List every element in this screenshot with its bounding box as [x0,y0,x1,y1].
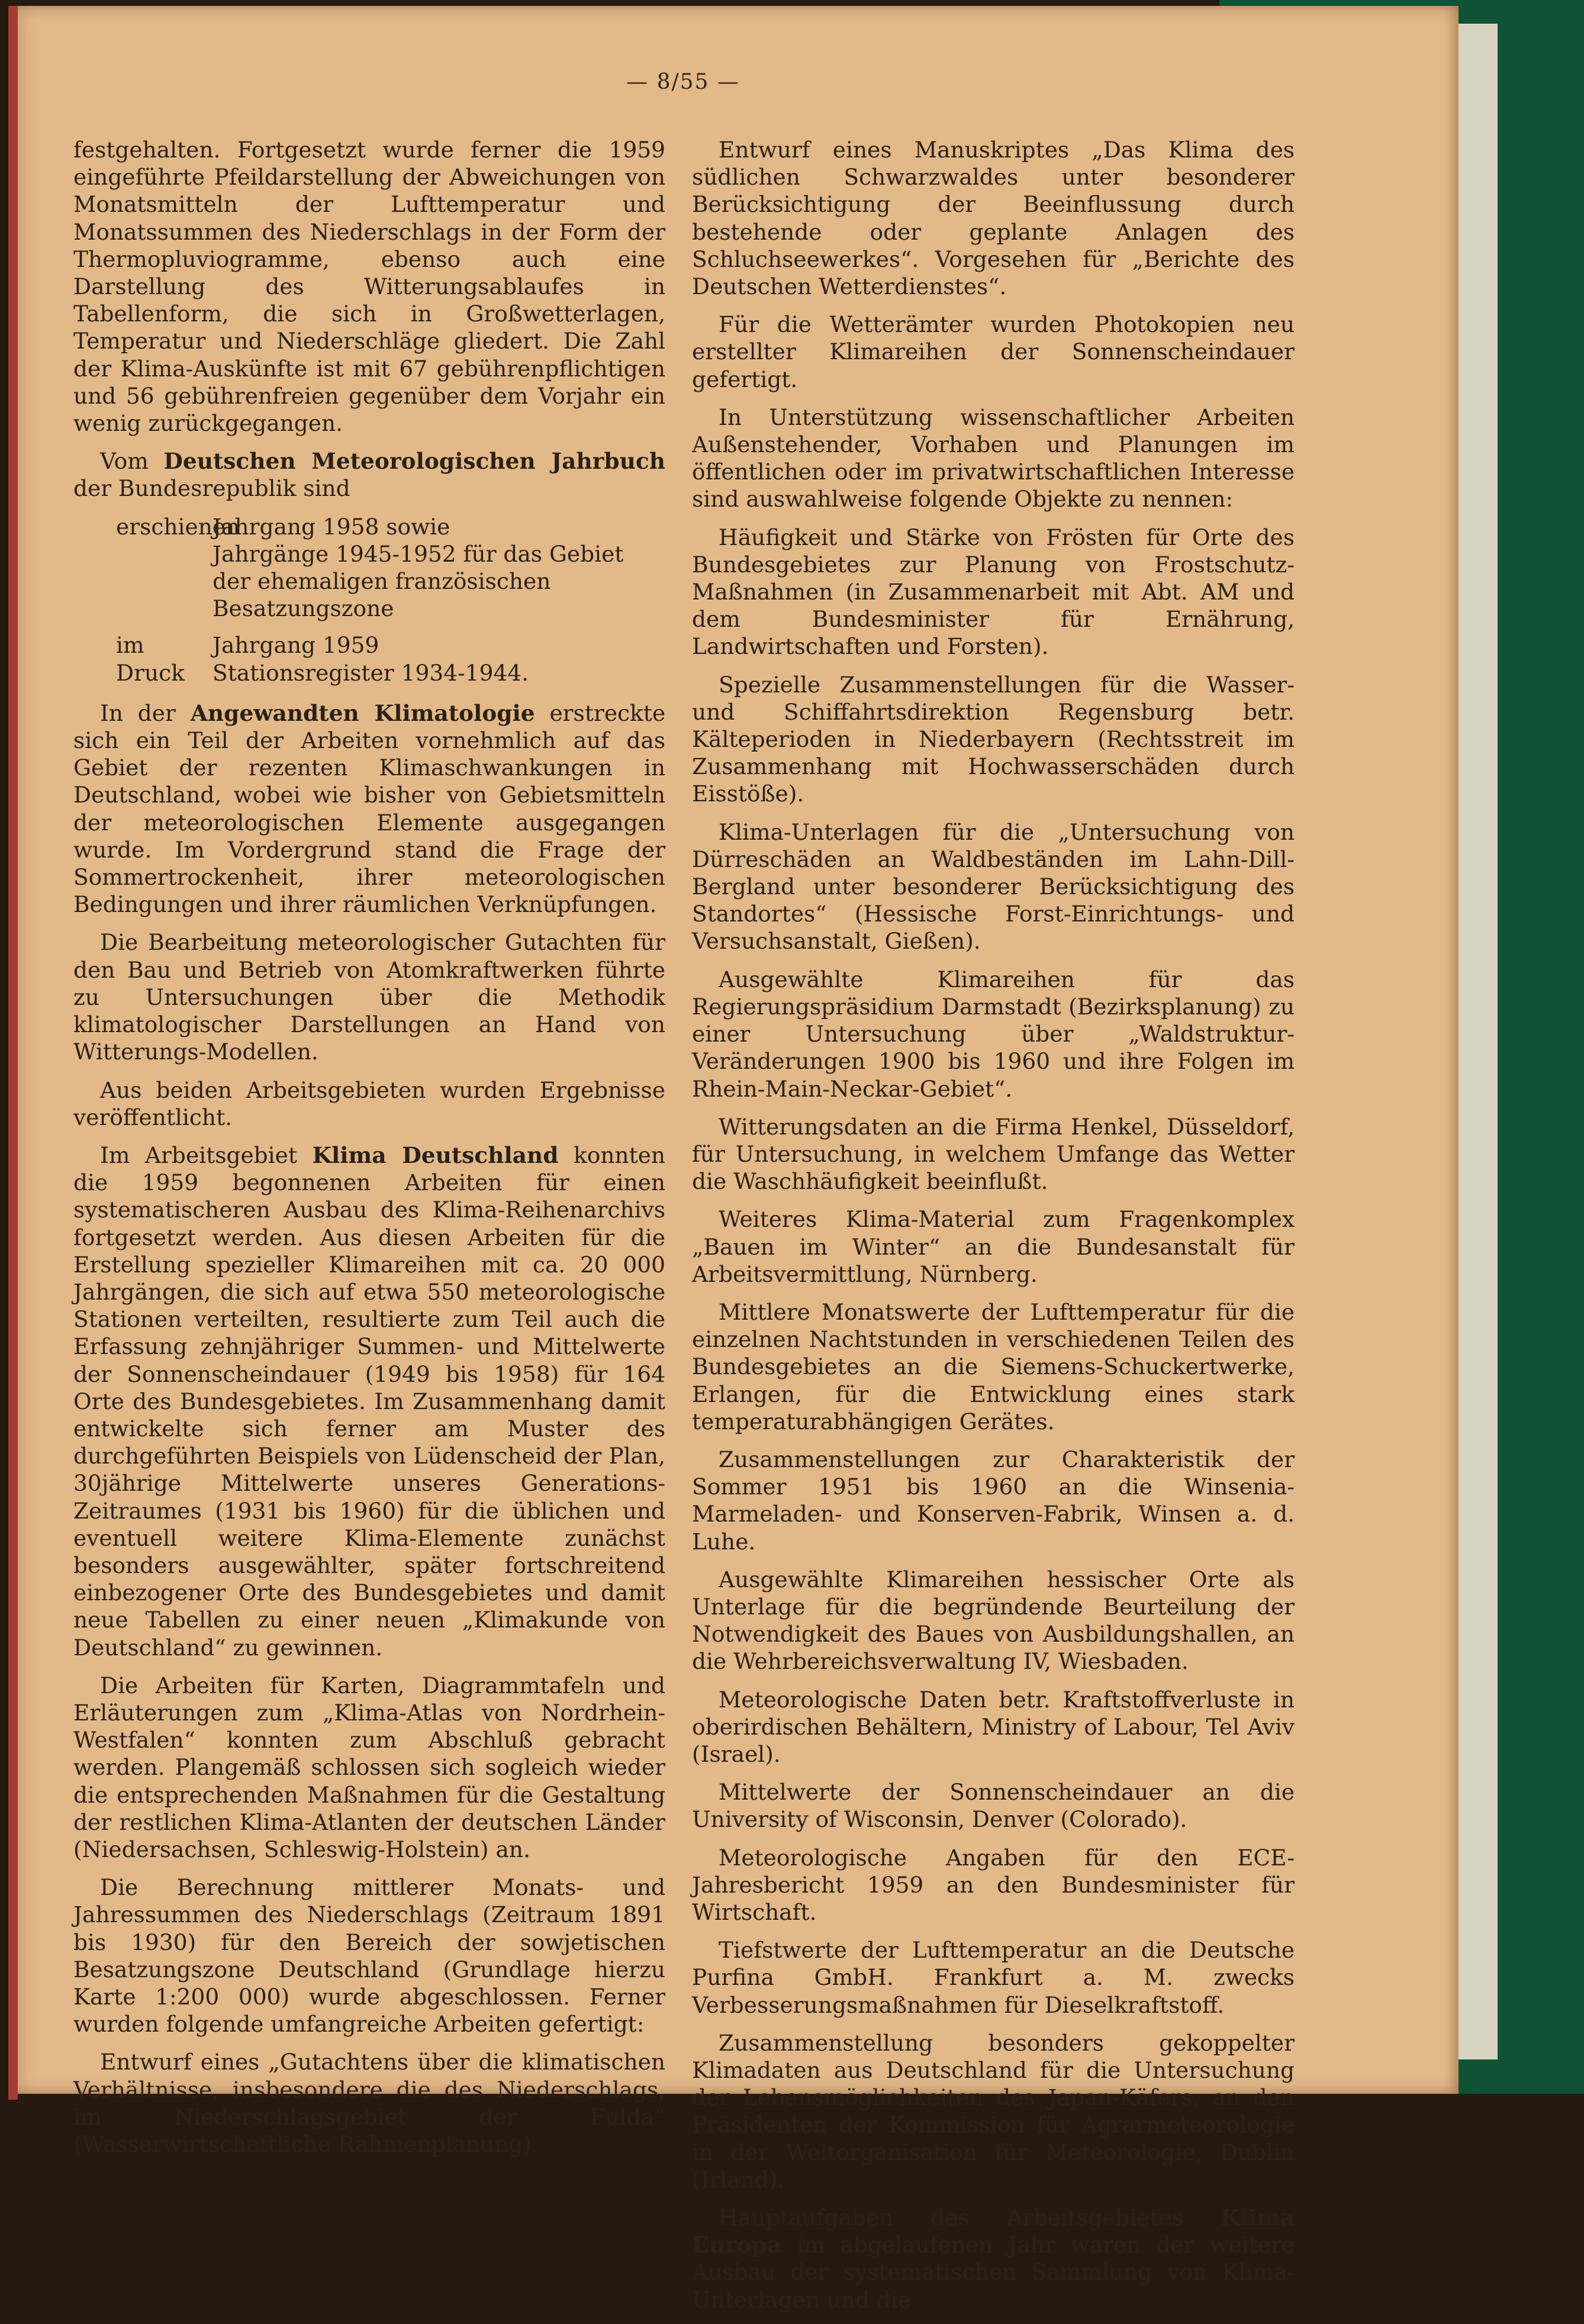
paragraph: Ausgewählte Klimareihen hessischer Orte als Unterlage für die begründende Beurteilung der Notwendigkeit des Baues von Ausbildungshallen, an die Wehrbereichsverwaltung IV, Wiesbaden. [692,1566,1295,1675]
list-item: im Druck Jahrgang 1959 Stationsregister 1934-1944. [116,632,529,686]
paragraph: Vom Deutschen Meteorologischen Jahrbuch der Bundesrepublik sind [73,448,665,502]
publication-list [73,513,665,686]
paragraph: Entwurf eines „Gutachtens über die klimatischen Verhältnisse, insbesondere die des Niederschlags, im Niederschlagsgebiet der Fulda“ (Wasserwirtschaftliche Rahmenplanung). [73,2049,665,2158]
bold-term: Deutschen Meteorologischen Jahrbuch [163,448,665,475]
paragraph: Mittelwerte der Sonnenscheindauer an die University of Wisconsin, Denver (Colorado). [692,1779,1295,1833]
paragraph: In der Angewandten Klimatologie erstreckte sich ein Teil der Arbeiten vornehmlich auf das Gebiet der rezenten Klimaschwankungen in Deutschland, wobei wie bisher von Gebietsmitteln der meteorologischen Elemente ausgegangen wurde. Im Vordergrund stand die Frage der Sommertrockenheit, ihrer meteorologischen Bedingungen und ihrer räumlichen Verknüpfungen. [73,700,666,918]
paragraph: Im Arbeitsgebiet Klima Deutschland konnten die 1959 begonnenen Arbeiten für einen systematischeren Ausbau des Klima-Reihenarchivs fortgesetzt werden. Aus diesen Arbeiten für die Erstellung spezieller Klimareihen mit ca. 20 000 Jahrgängen, die sich auf etwa 550 meteorologische Stationen verteilten, resultierte zum Teil auch die Erfassung zehnjähriger Summen- und Mittelwerte der Sonnenscheindauer (1949 bis 1958) für 164 Orte des Bundesgebietes. Im Zusammenhang damit entwickelte sich ferner am Muster des durchgeführten Beispiels von Lüdenscheid der Plan, 30jährige Mittelwerte unseres Generations-Zeitraumes (1931 bis 1960) für die üblichen und eventuell weitere Klima-Elemente zunächst besonders ausgewählter, später fortschreitend einbezogener Orte des Bundesgebietes und damit neue Tabellen zu einer neuen „Klimakunde von Deutschland“ zu gewinnen. [73,1142,666,1661]
paragraph: Die Berechnung mittlerer Monats- und Jahressummen des Niederschlags (Zeitraum 1891 bis 1930) für den Bereich der sowjetischen Besatzungszone Deutschland (Grundlage hierzu Karte 1:200 000) wurde abgeschlossen. Ferner wurden folgende umfangreiche Arbeiten gefertigt: [73,1874,665,2038]
paragraph: Entwurf eines Manuskriptes „Das Klima des südlichen Schwarzwaldes unter besonderer Berücksichtigung der Beeinflussung durch bestehende oder geplante Anlagen des Schluchseewerkes“. Vorgesehen für „Berichte des Deutschen Wetterdienstes“. [692,137,1295,300]
right-column [692,136,1295,2324]
paragraph: Häufigkeit und Stärke von Frösten für Orte des Bundesgebietes zur Planung von Frostschutz-Maßnahmen (in Zusammenarbeit mit Abt. AM und dem Bundesminister für Ernährung, Landwirtschaften und Forsten). [692,524,1295,660]
paragraph: Tiefstwerte der Lufttemperatur an die Deutsche Purfina GmbH. Frankfurt a. M. zwecks Verbesserungsmaßnahmen für Dieselkraftstoff. [692,1937,1295,2018]
left-column [73,136,665,2168]
page-number: — 8/55 — [626,70,740,94]
paragraph: Zusammenstellungen zur Charakteristik der Sommer 1951 bis 1960 an die Winsenia-Marmeladen- und Konserven-Fabrik, Winsen a. d. Luhe. [692,1446,1295,1555]
paragraph: festgehalten. Fortgesetzt wurde ferner die 1959 eingeführte Pfeildarstellung der Abweichungen von Monatsmitteln der Lufttemperatur und Monatssummen des Niederschlags in der Form der Thermopluviogramme, ebenso auch eine Darstellung des Witterungsablaufes in Tabellenform, die sich in Großwetterlagen, Temperatur und Niederschläge gliedert. Die Zahl der Klima-Auskünfte ist mit 67 gebührenpflichtigen und 56 gebührenfreien gegenüber dem Vorjahr ein wenig zurückgegangen. [73,137,665,437]
paragraph: Meteorologische Daten betr. Kraftstoffverluste in oberirdischen Behältern, Ministry of Labour, Tel Aviv (Israel). [692,1686,1295,1767]
paragraph: Die Arbeiten für Karten, Diagrammtafeln und Erläuterungen zum „Klima-Atlas von Nordrhein-Westfalen“ konnten zum Abschluß gebracht werden. Plangemäß schlossen sich sogleich wieder die entsprechenden Maßnahmen für die Gestaltung der restlichen Klima-Atlanten der deutschen Länder (Niedersachsen, Schleswig-Holstein) an. [73,1672,665,1862]
paragraph: Aus beiden Arbeitsgebieten wurden Ergebnisse veröffentlicht. [73,1076,665,1130]
paragraph: Die Bearbeitung meteorologischer Gutachten für den Bau und Betrieb von Atomkraftwerken führte zu Untersuchungen über die Methodik klimatologischer Darstellungen an Hand von Witterungs-Modellen. [73,929,665,1065]
paragraph: Mittlere Monatswerte der Lufttemperatur für die einzelnen Nachtstunden in verschiedenen Teilen des Bundesgebietes an die Siemens-Schuckertwerke, Erlangen, für die Entwicklung eines stark temperaturabhängigen Gerätes. [692,1298,1295,1435]
paragraph: Meteorologische Angaben für den ECE-Jahresbericht 1959 an den Bundesminister für Wirtschaft. [692,1844,1295,1925]
bold-term: Angewandten Klimatologie [190,700,535,726]
paragraph: Hauptaufgaben des Arbeitsgebietes Klima Europa im abgelaufenen Jahr waren der weitere Ausbau der systematischen Sammlung von Klima-Unterlagen und die [692,2204,1295,2313]
spine-edge [8,6,18,2100]
list-item: erschienen Jahrgang 1958 sowie Jahrgänge 1945-1952 für das Gebiet der ehemaligen französischen Besatzungszone [116,513,624,622]
paragraph: Für die Wetterämter wurden Photokopien neu erstellter Klimareihen der Sonnenscheindauer gefertigt. [692,311,1295,392]
paragraph: Witterungsdaten an die Firma Henkel, Düsseldorf, für Untersuchung, in welchem Umfange das Wetter die Waschhäufigkeit beeinflußt. [692,1113,1295,1195]
paragraph: Ausgewählte Klimareihen für das Regierungspräsidium Darmstadt (Bezirksplanung) zu einer Untersuchung über „Waldstruktur-Veränderungen 1900 bis 1960 und ihre Folgen im Rhein-Main-Neckar-Gebiet“. [692,966,1295,1102]
bold-term: Klima Europa [692,2204,1295,2258]
document-page [8,6,1459,2313]
paragraph: Weiteres Klima-Material zum Fragenkomplex „Bauen im Winter“ an die Bundesanstalt für Arbeitsvermittlung, Nürnberg. [692,1206,1295,1287]
paragraph: In Unterstützung wissenschaftlicher Arbeiten Außenstehender, Vorhaben und Planungen im öffentlichen oder im privatwirtschaftlichen Interesse sind auswahlweise folgende Objekte zu nennen: [692,404,1295,512]
bold-term: Klima Deutschland [312,1142,559,1168]
paragraph: Klima-Unterlagen für die „Untersuchung von Dürreschäden an Waldbeständen im Lahn-Dill-Bergland unter besonderer Berücksichtigung des Standortes“ (Hessische Forst-Einrichtungs- und Versuchsanstalt, Gießen). [692,818,1295,955]
paragraph: Spezielle Zusammenstellungen für die Wasser- und Schiffahrtsdirektion Regensburg betr. Kälteperioden in Niederbayern (Rechtsstreit im Zusammenhang mit Hochwasserschäden durch Eisstöße). [692,671,1295,807]
paragraph: Zusammenstellung besonders gekoppelter Klimadaten aus Deutschland für die Untersuchung der Lebensmöglichkeiten des Japan-Käfers, an den Präsidenten der Kommission für Agrarmeteorologie in der Weltorganisation für Meteorologie, Dublin (Irland). [692,2029,1295,2193]
